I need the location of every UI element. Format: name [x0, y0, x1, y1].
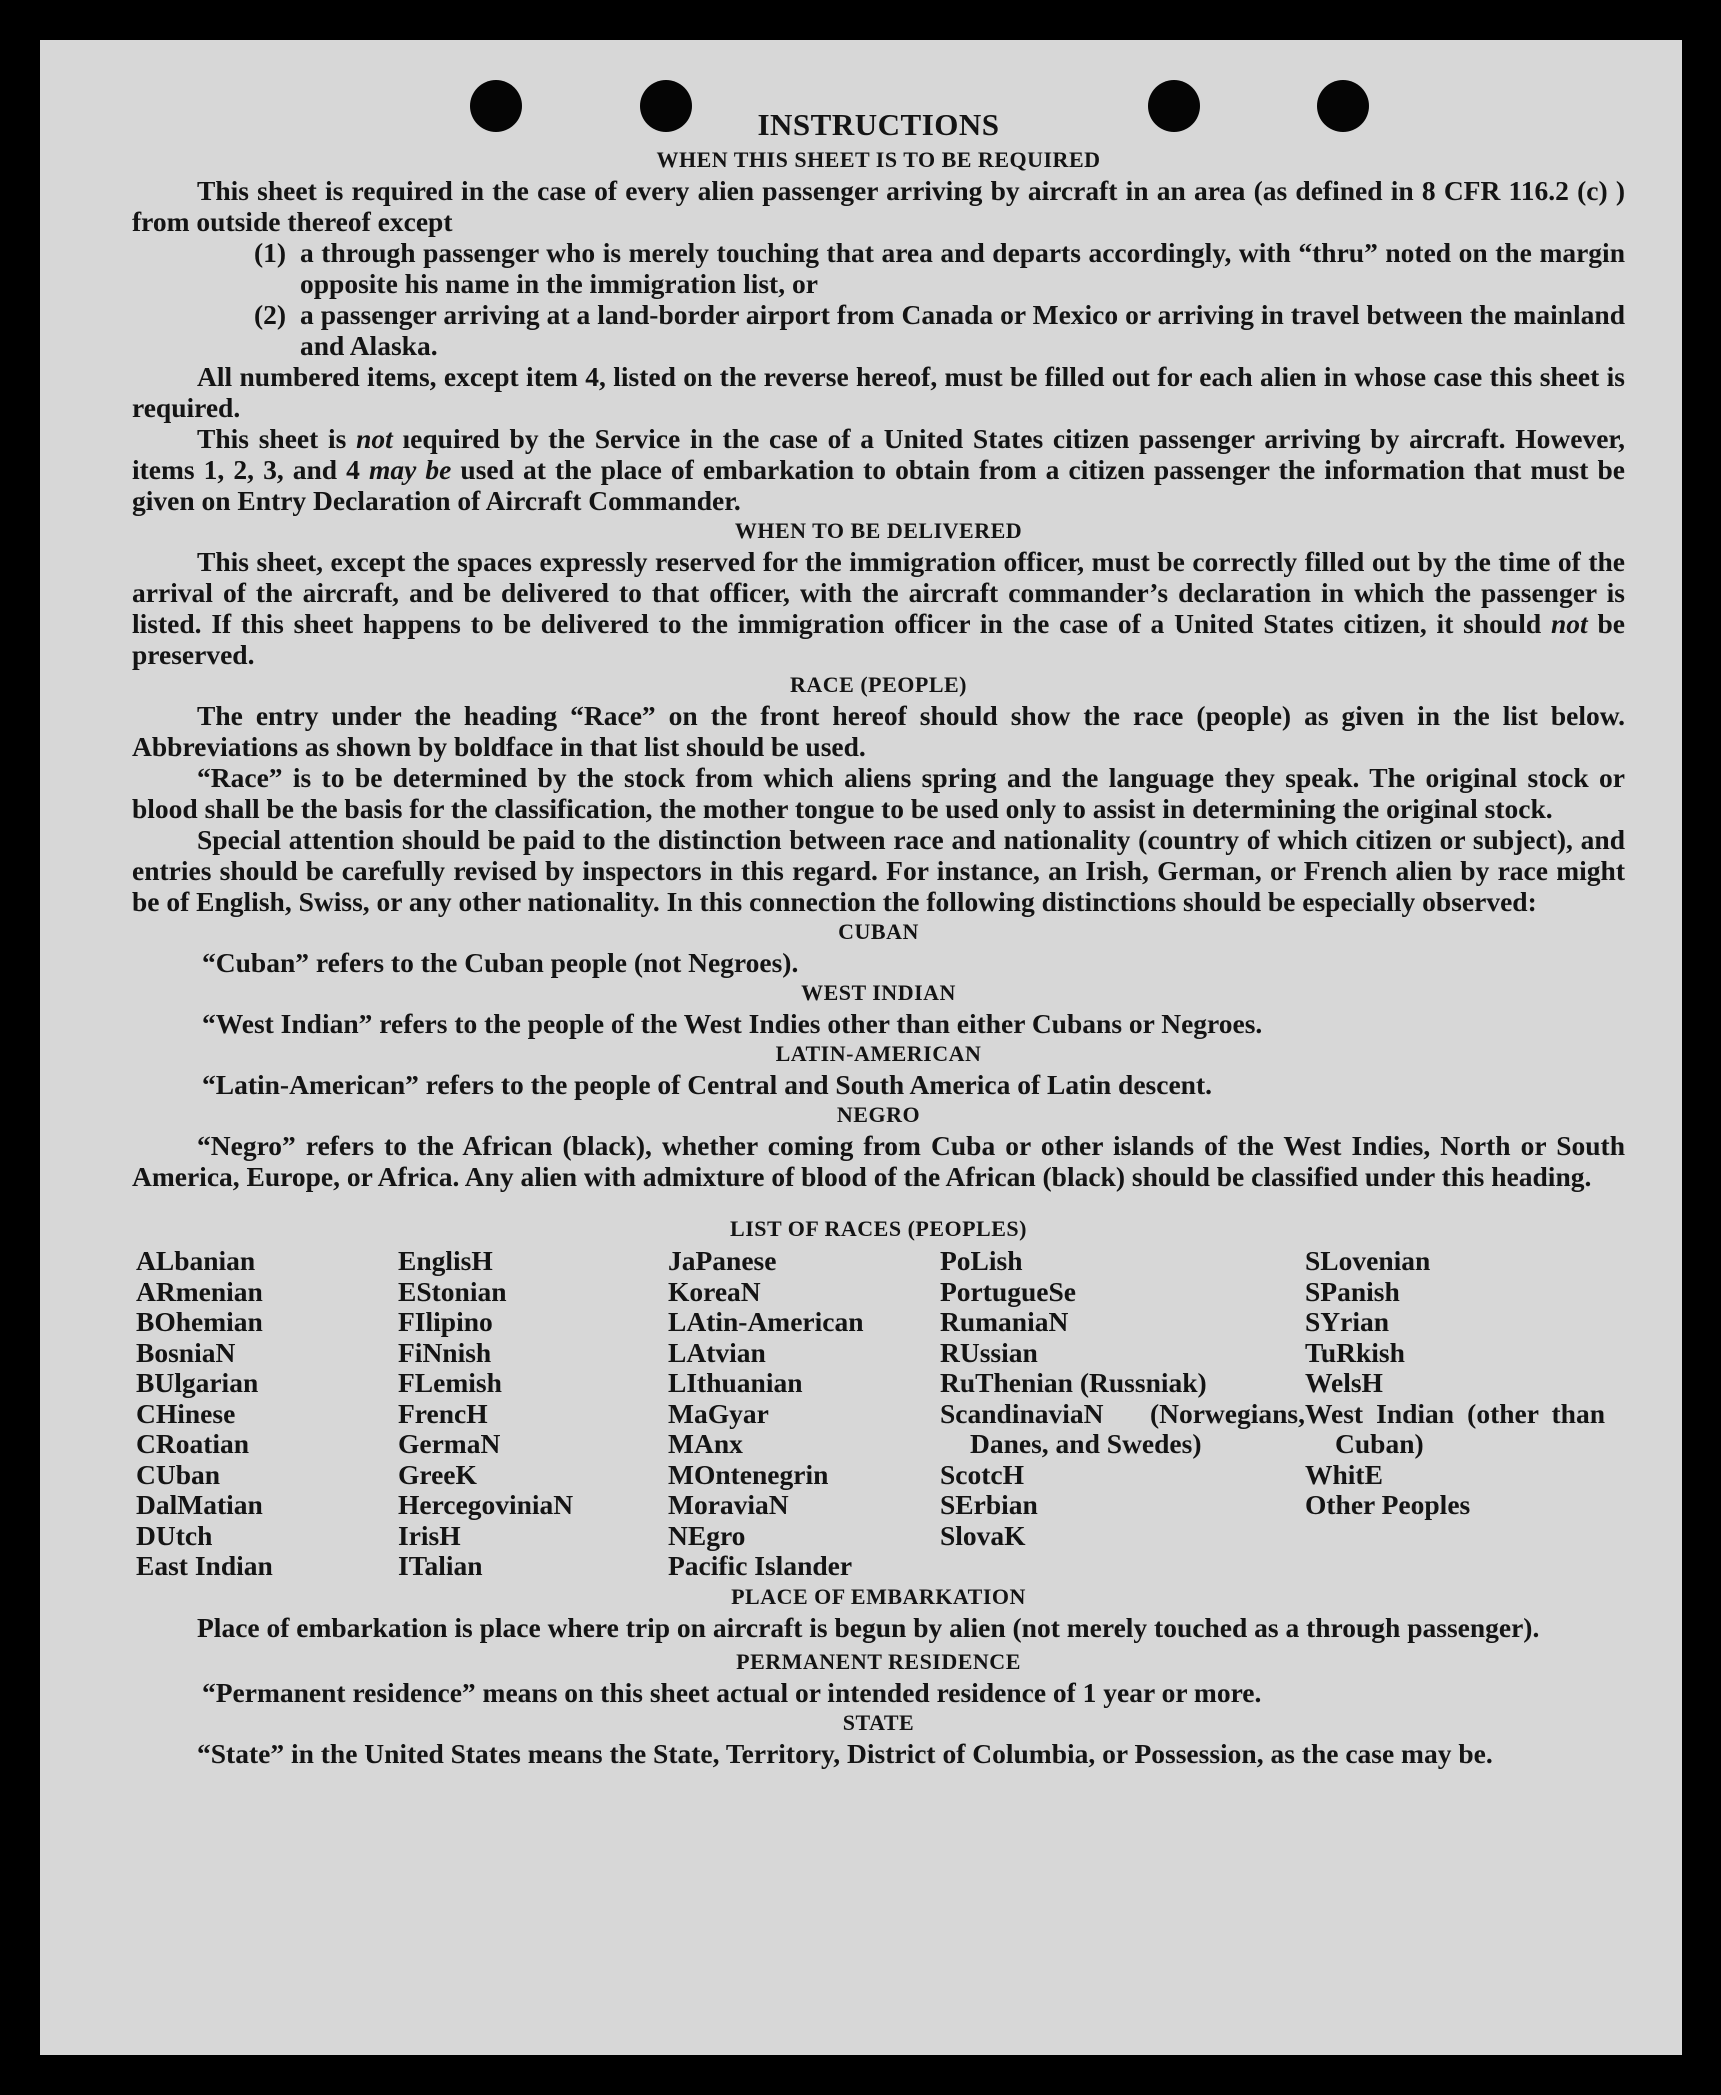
section-heading: WHEN TO BE DELIVERED — [734, 518, 1023, 543]
race-item: ARmenian — [136, 1275, 263, 1307]
race-item: KoreaN — [668, 1275, 761, 1307]
race-item: LAtvian — [668, 1336, 766, 1368]
paragraph: “State” in the United States means the State, Territory, District of Columbia, or Possession, as the case may be. — [197, 1737, 1493, 1769]
race-item: DUtch — [136, 1519, 213, 1551]
race-item: LAtin-American — [668, 1306, 864, 1337]
item-text: a passenger arriving at a land-border airport from Canada or Mexico or arriving in travel between the mainland and Alaska. — [300, 299, 1625, 361]
race-column — [398, 1246, 668, 1582]
race-item: DalMatian — [136, 1489, 263, 1520]
race-item: PortugueSe — [940, 1275, 1076, 1307]
race-item: LIthuanian — [668, 1367, 803, 1398]
race-column — [136, 1246, 398, 1582]
paragraph: This sheet is required in the case of every alien passenger arriving by aircraft in an area (as defined in 8 CFR 116.2 (c) ) from outside thereof except — [132, 175, 1625, 237]
section-heading: PLACE OF EMBARKATION — [731, 1583, 1026, 1609]
list-item — [254, 237, 1625, 299]
paragraph: “Race” is to be determined by the stock from which aliens spring and the language they speak. The original stock or blood shall be the basis for the classification, the mother tongue to be used only to assist in determining the original stock. — [132, 762, 1625, 824]
race-item: RumaniaN — [940, 1306, 1069, 1337]
section-heading: NEGRO — [836, 1102, 921, 1127]
paragraph: Place of embarkation is place where trip on aircraft is begun by alien (not merely touched as a through passenger). — [197, 1611, 1540, 1643]
paragraph: The entry under the heading “Race” on the front hereof should show the race (people) as given in the list below. Abbreviations as shown by boldface in that list should be used. — [132, 700, 1625, 762]
race-item: SLovenian — [1305, 1245, 1431, 1276]
race-item: West Indian (other than Cuban) — [1305, 1397, 1605, 1459]
section-heading: CUBAN — [838, 919, 919, 944]
race-item: Pacific Islander — [668, 1550, 853, 1581]
item-text: a through passenger who is merely touching that area and departs accordingly, with “thru” noted on the margin opposite his name in the immigration list, or — [300, 237, 1625, 299]
race-item: MOntenegrin — [668, 1458, 829, 1490]
race-item: PoLish — [940, 1245, 1023, 1276]
race-item: East Indian — [136, 1550, 273, 1581]
race-item: GreeK — [398, 1458, 477, 1490]
race-item: SYrian — [1305, 1306, 1390, 1337]
section-heading: WEST INDIAN — [801, 980, 956, 1005]
race-item: RUssian — [940, 1336, 1038, 1368]
document-body — [132, 105, 1625, 1769]
race-item: SlovaK — [940, 1519, 1026, 1551]
paragraph: Special attention should be paid to the distinction between race and nationality (country of which citizen or subject), and entries should be carefully revised by inspectors in this regard. For instance, an Irish, German, or French alien by race might be of English, Swiss, or any other nationality. In this connection the following distinctions should be especially observed: — [132, 824, 1625, 917]
race-item: EStonian — [398, 1275, 507, 1307]
race-item: BUlgarian — [136, 1367, 259, 1398]
race-item: BOhemian — [136, 1306, 263, 1337]
race-item: HercegoviniaN — [398, 1489, 574, 1520]
race-item: BosniaN — [136, 1336, 236, 1368]
page-title: INSTRUCTIONS — [757, 107, 1000, 142]
race-item: FrencH — [398, 1397, 488, 1429]
race-item: IrisH — [398, 1519, 461, 1551]
section-heading: LATIN-AMERICAN — [775, 1041, 982, 1066]
race-column — [1305, 1246, 1605, 1582]
race-item: CRoatian — [136, 1428, 250, 1459]
section-heading: RACE (PEOPLE) — [790, 672, 967, 697]
race-item: FiNnish — [398, 1336, 492, 1368]
race-item: CHinese — [136, 1397, 236, 1429]
paragraph: This sheet is not ıequired by the Service in the case of a United States citizen passenger arriving by aircraft. However, items 1, 2, 3, and 4 may be used at the place of embarkation to obtain from a citizen passenger the information that must be given on Entry Declaration of Aircraft Commander. — [132, 423, 1625, 516]
paragraph: “Negro” refers to the African (black), whether coming from Cuba or other islands of the West Indies, North or South America, Europe, or Africa. Any alien with admixture of blood of the African (black) should be classified under this heading. — [132, 1130, 1625, 1192]
section-heading: PERMANENT RESIDENCE — [736, 1648, 1021, 1674]
item-number: (1) — [254, 237, 287, 268]
race-item: MaGyar — [668, 1397, 769, 1429]
race-item: EnglisH — [398, 1245, 493, 1276]
paragraph: “Cuban” refers to the Cuban people (not Negroes). — [202, 947, 799, 978]
list-item — [254, 299, 1625, 361]
paragraph: “Latin-American” refers to the people of Central and South America of Latin descent. — [202, 1069, 1212, 1100]
section-heading: LIST OF RACES (PEOPLES) — [730, 1216, 1027, 1241]
section-heading: WHEN THIS SHEET IS TO BE REQUIRED — [656, 147, 1101, 172]
item-number: (2) — [254, 299, 287, 330]
document-sheet — [40, 40, 1682, 2055]
race-column — [668, 1246, 940, 1582]
race-item: FIlipino — [398, 1306, 493, 1337]
race-item: Other Peoples — [1305, 1489, 1471, 1520]
race-item: ScandinaviaN (Norwegians, Danes, and Swedes) — [940, 1397, 1305, 1459]
race-column — [940, 1246, 1305, 1582]
race-item: WhitE — [1305, 1458, 1383, 1490]
race-item: JaPanese — [668, 1245, 777, 1276]
race-item: WelsH — [1305, 1367, 1383, 1398]
race-item: SErbian — [940, 1489, 1038, 1520]
paragraph: “West Indian” refers to the people of the West Indies other than either Cubans or Negroes. — [202, 1008, 1263, 1039]
race-item: CUban — [136, 1458, 221, 1490]
race-item: SPanish — [1305, 1275, 1400, 1307]
race-list — [136, 1246, 1625, 1582]
paragraph: All numbered items, except item 4, listed on the reverse hereof, must be filled out for each alien in whose case this sheet is required. — [132, 361, 1625, 423]
section-heading: STATE — [842, 1709, 915, 1735]
race-item: ALbanian — [136, 1245, 256, 1276]
race-item: GermaN — [398, 1428, 501, 1459]
race-item: RuThenian (Russniak) — [940, 1367, 1207, 1398]
race-item: NEgro — [668, 1519, 746, 1551]
race-item: MoraviaN — [668, 1489, 789, 1520]
paragraph: This sheet, except the spaces expressly reserved for the immigration officer, must be correctly filled out by the time of the arrival of the aircraft, and be delivered to that officer, with the aircraft commander’s declaration in which the passenger is listed. If this sheet happens to be delivered to the immigration officer in the case of a United States citizen, it should not be preserved. — [132, 546, 1625, 670]
race-item: FLemish — [398, 1367, 502, 1398]
race-item: MAnx — [668, 1428, 743, 1459]
paragraph: “Permanent residence” means on this sheet actual or intended residence of 1 year or more. — [202, 1676, 1262, 1708]
race-item: ITalian — [398, 1550, 483, 1581]
race-item: TuRkish — [1305, 1336, 1405, 1368]
race-item: ScotcH — [940, 1458, 1025, 1490]
